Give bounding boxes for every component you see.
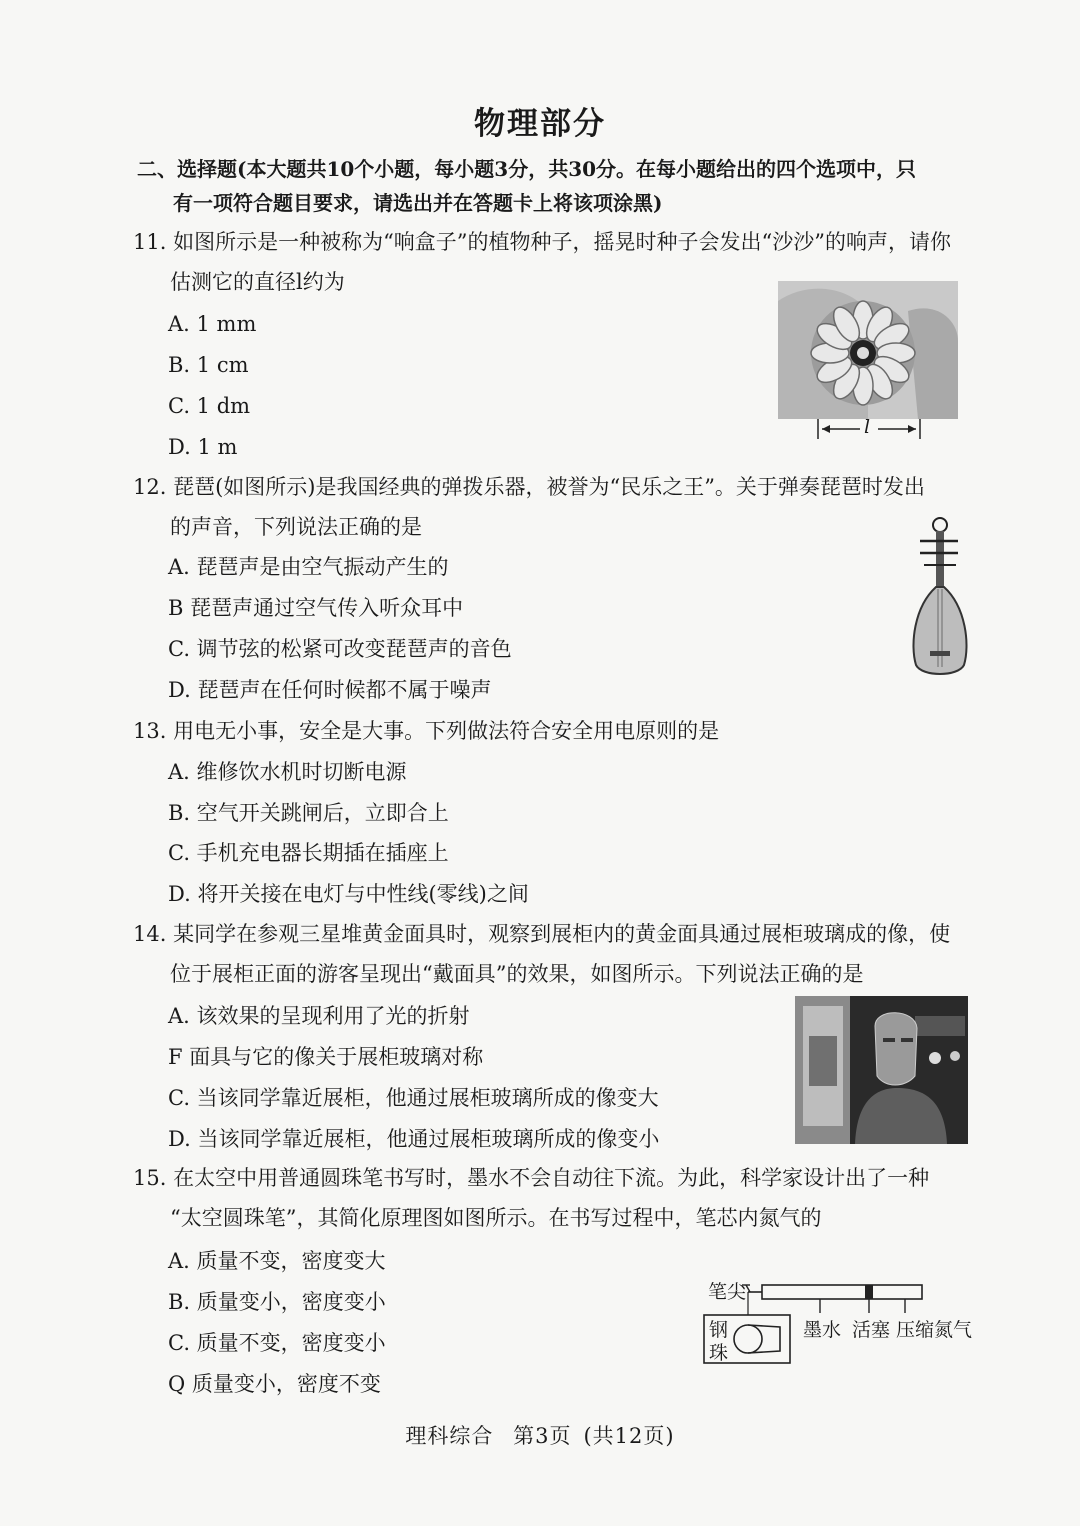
mask-image bbox=[795, 996, 968, 1144]
question-12-line-1: 12. 琵琶(如图所示)是我国经典的弹拨乐器，被誉为“民乐之王”。关于弹奏琵琶时发出 bbox=[133, 475, 925, 499]
ball-label-1: 钢 bbox=[709, 1319, 729, 1341]
q11-option-c[interactable]: C. 1 dm bbox=[168, 394, 251, 418]
q12-option-d[interactable]: D. 琵琶声在任何时候都不属于噪声 bbox=[168, 678, 492, 702]
q12-option-b[interactable]: B 琵琶声通过空气传入听众耳中 bbox=[168, 596, 464, 620]
page-footer bbox=[0, 1420, 1080, 1450]
question-13-stem bbox=[133, 711, 973, 751]
ball-label-2: 珠 bbox=[709, 1342, 729, 1364]
q14-option-d[interactable]: D. 当该同学靠近展柜，他通过展柜玻璃所成的像变小 bbox=[168, 1127, 660, 1151]
mask-photo bbox=[795, 996, 968, 1144]
question-12-line-2: 的声音，下列说法正确的是 bbox=[170, 515, 422, 539]
q13-option-a[interactable]: A. 维修饮水机时切断电源 bbox=[168, 760, 407, 784]
question-15-line-2: “太空圆珠笔”，其简化原理图如图所示。在书写过程中，笔芯内氮气的 bbox=[170, 1206, 822, 1230]
q13-option-d[interactable]: D. 将开关接在电灯与中性线(零线)之间 bbox=[168, 882, 529, 906]
section-line-1: 二、选择题(本大题共10个小题，每小题3分，共30分。在每小题给出的四个选项中，只 bbox=[137, 157, 917, 181]
q11-option-d[interactable]: D. 1 m bbox=[168, 435, 238, 459]
q14-option-a[interactable]: A. 该效果的呈现利用了光的折射 bbox=[168, 1004, 470, 1028]
q12-option-c[interactable]: C. 调节弦的松紧可改变琵琶声的音色 bbox=[168, 637, 512, 661]
piston-label: 活塞 bbox=[852, 1319, 891, 1341]
pen-tip-label: 笔尖 bbox=[708, 1281, 747, 1303]
question-14-line-1: 14. 某同学在参观三星堆黄金面具时，观察到展柜内的黄金面具通过展柜玻璃成的像，使 bbox=[133, 922, 951, 946]
question-13-line-1: 13. 用电无小事，安全是大事。下列做法符合安全用电原则的是 bbox=[133, 719, 720, 743]
q14-option-b[interactable]: F 面具与它的像关于展柜玻璃对称 bbox=[168, 1045, 484, 1069]
seed-photo bbox=[778, 281, 958, 441]
pipa-image bbox=[902, 515, 972, 680]
question-15-stem bbox=[133, 1158, 973, 1238]
q15-option-a[interactable]: A. 质量不变，密度变大 bbox=[168, 1249, 386, 1273]
gas-label: 压缩氮气 bbox=[896, 1319, 973, 1341]
q14-option-c[interactable]: C. 当该同学靠近展柜，他通过展柜玻璃所成的像变大 bbox=[168, 1086, 659, 1110]
q12-option-a[interactable]: A. 琵琶声是由空气振动产生的 bbox=[168, 555, 449, 579]
pipa-figure bbox=[902, 515, 972, 680]
q11-option-b[interactable]: B. 1 cm bbox=[168, 353, 249, 377]
footer-page: 第3页 bbox=[513, 1424, 572, 1448]
question-12-stem bbox=[133, 467, 973, 547]
question-11-line-1: 11. 如图所示是一种被称为“响盒子”的植物种子，摇晃时种子会发出“沙沙”的响声，请你 bbox=[133, 230, 952, 254]
question-14-stem bbox=[133, 914, 973, 994]
footer-subject: 理科综合 bbox=[405, 1424, 494, 1448]
ballpen-diagram bbox=[700, 1275, 975, 1370]
question-15-line-1: 15. 在太空中用普通圆珠笔书写时，墨水不会自动往下流。为此，科学家设计出了一种 bbox=[133, 1166, 930, 1190]
footer-total: (共12页) bbox=[583, 1424, 675, 1448]
section-instructions bbox=[137, 152, 977, 220]
q13-option-b[interactable]: B. 空气开关跳闸后，立即合上 bbox=[168, 801, 449, 825]
question-14-line-2: 位于展柜正面的游客呈现出“戴面具”的效果，如图所示。下列说法正确的是 bbox=[170, 962, 864, 986]
diameter-label: l bbox=[864, 416, 871, 438]
section-line-2: 有一项符合题目要求，请选出并在答题卡上将该项涂黑) bbox=[173, 191, 663, 215]
question-11-line-2: 估测它的直径l约为 bbox=[170, 270, 345, 294]
page-title: 物理部分 bbox=[474, 106, 606, 142]
ink-label: 墨水 bbox=[803, 1319, 842, 1341]
q11-option-a[interactable]: A. 1 mm bbox=[168, 312, 257, 336]
q13-option-c[interactable]: C. 手机充电器长期插在插座上 bbox=[168, 841, 449, 865]
q15-option-b[interactable]: B. 质量变小，密度变小 bbox=[168, 1290, 386, 1314]
q15-option-c[interactable]: C. 质量不变，密度变小 bbox=[168, 1331, 386, 1355]
q15-option-d[interactable]: Q 质量变小，密度不变 bbox=[168, 1372, 381, 1396]
